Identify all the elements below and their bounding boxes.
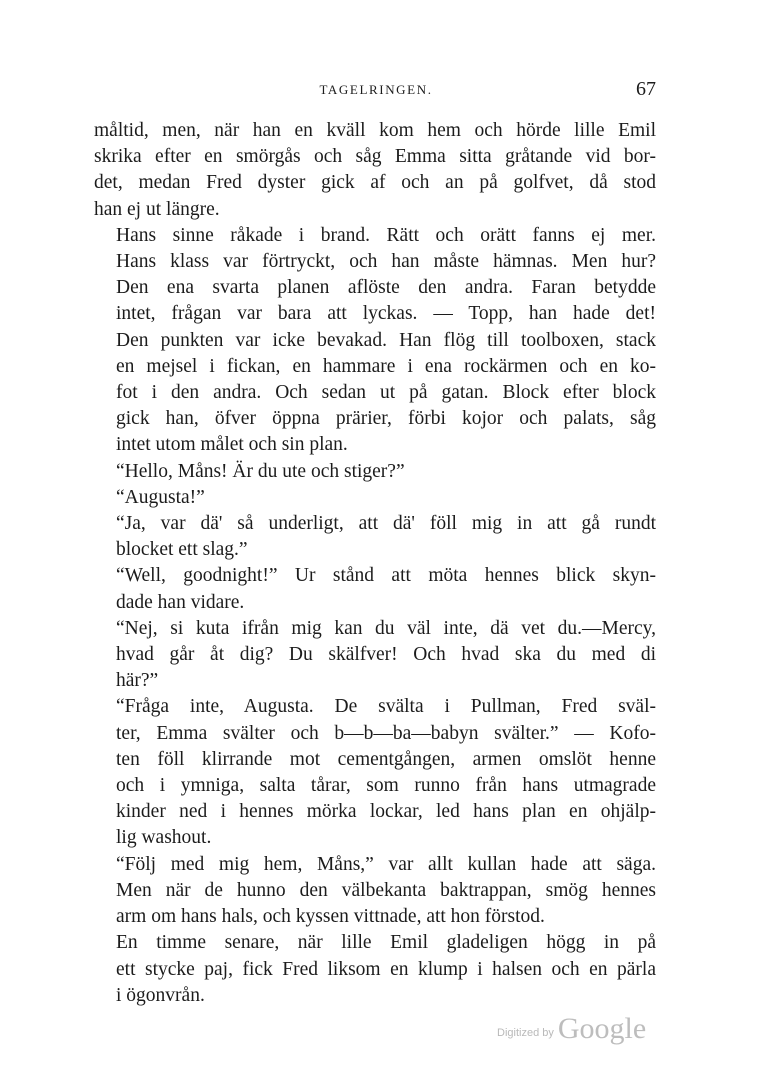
text-line: han ej ut längre. [94, 198, 220, 220]
text-line: dade han vidare. [116, 591, 245, 613]
running-title: TAGELRINGEN. [319, 82, 433, 97]
text-line: “Fråga inte, Augusta. De svälta i Pullman, Fred sväl- [116, 696, 656, 718]
watermark-prefix: Digitized by [497, 1027, 554, 1039]
text-line: “Följ med mig hem, Måns,” var allt kullan hade att säga. [116, 853, 656, 875]
paragraph [94, 223, 656, 459]
text-line: i ögonvrån. [116, 984, 205, 1006]
body-text [94, 118, 656, 1009]
text-line: en mejsel i fickan, en hammare i ena rockärmen och en ko- [116, 355, 656, 377]
text-line: hvad går åt dig? Du skälfver! Och hvad ska du med di [116, 644, 656, 666]
text-line: måltid, men, när han en kväll kom hem och hörde lille Emil [94, 120, 656, 141]
paragraph [94, 459, 656, 485]
text-line: fot i den andra. Och sedan ut på gatan. Block efter block [116, 382, 656, 404]
text-line: ten föll klirrande mot cementgången, armen omslöt henne [116, 748, 656, 770]
text-line: Den punkten var icke bevakad. Han flög till toolboxen, stack [116, 329, 656, 351]
paragraph [94, 563, 656, 615]
page-number: 67 [636, 78, 656, 100]
paragraph [94, 616, 656, 695]
text-line: gick han, öfver öppna prärier, förbi kojor och palats, såg [116, 408, 656, 430]
text-line: kinder ned i hennes mörka lockar, led hans plan en ohjälp- [116, 801, 656, 823]
paragraph [94, 852, 656, 931]
text-line: En timme senare, när lille Emil gladeligen högg in på [116, 932, 656, 954]
text-line: Men när de hunno den välbekanta baktrappan, smög hennes [116, 879, 656, 901]
text-line: lig washout. [116, 827, 212, 849]
text-line: ter, Emma svälter och b—b—ba—babyn svälter.” — Kofo- [116, 722, 656, 744]
text-line: “Hello, Måns! Är du ute och stiger?” [116, 460, 405, 482]
google-logo: Google [557, 1012, 647, 1045]
text-line: ett stycke paj, fick Fred liksom en klump i halsen och en pärla [116, 958, 656, 980]
text-line: intet, frågan var bara att lyckas. — Topp, han hade det! [116, 303, 656, 325]
text-line: och i ymniga, salta tårar, som runno från hans utmagrade [116, 775, 656, 797]
text-line: intet utom målet och sin plan. [116, 434, 348, 456]
text-line: Den ena svarta planen aflöste den andra. Faran betydde [116, 277, 656, 299]
text-line: det, medan Fred dyster gick af och an på golfvet, då stod [94, 172, 656, 194]
text-line: “Augusta!” [116, 486, 205, 508]
digitized-watermark [497, 1012, 646, 1046]
text-line: “Nej, si kuta ifrån mig kan du väl inte, dä vet du.—Mercy, [116, 617, 656, 639]
text-line: “Ja, var dä' så underligt, att dä' föll mig in att gå rundt [116, 513, 656, 535]
paragraph [94, 694, 656, 851]
text-line: “Well, goodnight!” Ur stånd att möta hennes blick skyn- [116, 565, 656, 587]
text-line: blocket ett slag.” [116, 539, 248, 561]
text-line: arm om hans hals, och kyssen vittnade, att hon förstod. [116, 906, 545, 928]
text-line: Hans klass var förtryckt, och han måste hämnas. Men hur? [116, 251, 656, 273]
text-line: här?” [116, 670, 159, 692]
text-line: skrika efter en smörgås och såg Emma sitta gråtande vid bor- [94, 146, 656, 168]
paragraph [94, 118, 656, 223]
paragraph [94, 485, 656, 511]
text-line: Hans sinne råkade i brand. Rätt och orätt fanns ej mer. [116, 224, 656, 246]
paragraph [94, 930, 656, 1009]
paragraph [94, 511, 656, 563]
page-header [96, 78, 656, 104]
